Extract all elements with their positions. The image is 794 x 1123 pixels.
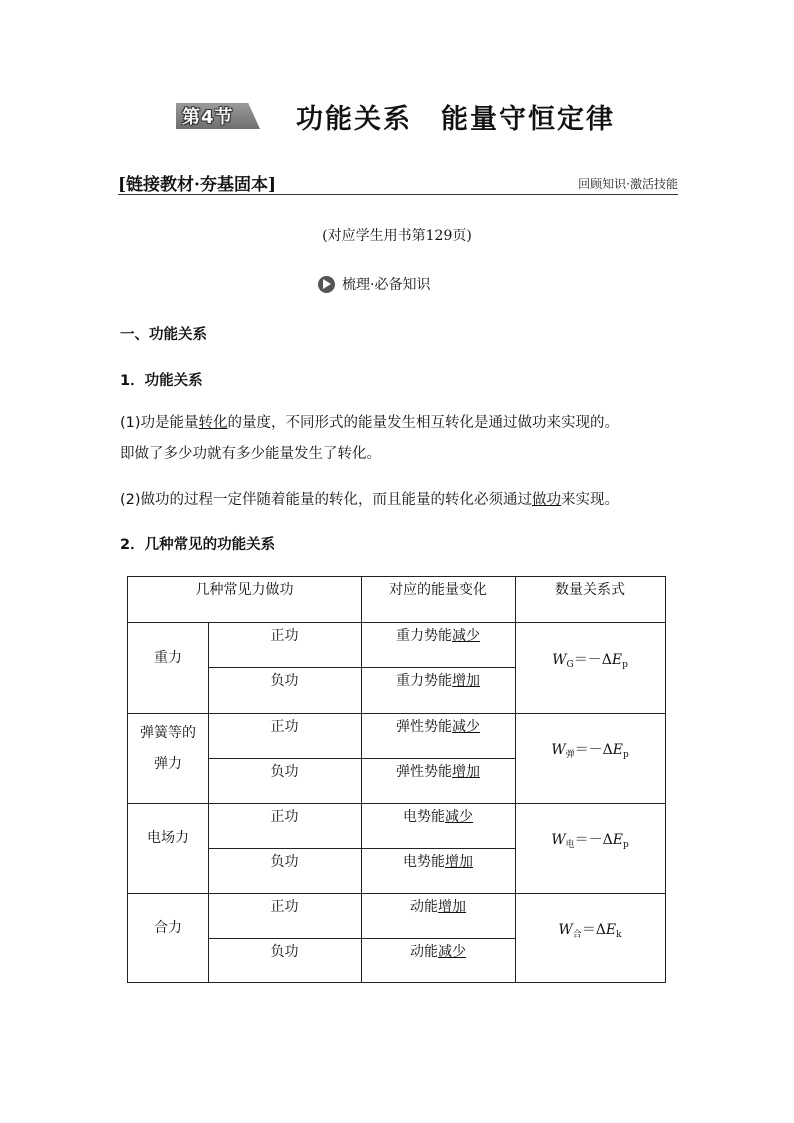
energy-change: 动能增加 — [410, 899, 466, 915]
positive-work: 正功 — [270, 719, 299, 735]
formula-spring: $W_弹=-\Delta E_p$ — [551, 742, 629, 760]
energy-change: 动能减少 — [410, 944, 466, 960]
paragraph-1: (1)功是能量转化的量度，不同形式的能量发生相互转化是通过做功来实现的。 — [120, 415, 620, 431]
energy-change: 弹性势能增加 — [396, 764, 480, 780]
formula-gravity: $W_G=-\Delta E_p$ — [552, 652, 628, 670]
play-icon — [318, 276, 335, 293]
section-number-badge — [176, 101, 262, 131]
energy-change: 弹性势能减少 — [396, 719, 480, 735]
energy-change: 重力势能增加 — [396, 673, 480, 689]
subheading — [318, 274, 430, 294]
formula-electric: $W_电=-\Delta E_p$ — [551, 832, 629, 850]
header-bar — [118, 170, 678, 195]
blank-answer: 做功 — [532, 492, 562, 508]
page-title: 功能关系 能量守恒定律 — [296, 103, 615, 135]
force-electric: 电场力 — [147, 830, 189, 846]
header-right-label: 回顾知识·激活技能 — [578, 177, 678, 191]
item-2-heading: 2．几种常见的功能关系 — [120, 537, 276, 553]
function-energy-table — [127, 576, 666, 983]
force-net: 合力 — [154, 920, 182, 936]
energy-change: 电势能增加 — [403, 854, 473, 870]
paragraph-2: (2)做功的过程一定伴随着能量的转化，而且能量的转化必须通过做功来实现。 — [120, 492, 620, 508]
blank-answer: 转化 — [198, 415, 228, 431]
negative-work: 负功 — [270, 854, 299, 870]
page-title-row — [176, 96, 615, 136]
positive-work: 正功 — [270, 899, 299, 915]
positive-work: 正功 — [270, 628, 299, 644]
negative-work: 负功 — [270, 764, 299, 780]
table-header-force: 几种常见力做功 — [195, 582, 294, 598]
table-header-relation: 数量关系式 — [555, 582, 625, 598]
paragraph-1-line-2: 即做了多少功就有多少能量发生了转化。 — [120, 446, 381, 462]
force-spring: 弹簧等的 — [140, 725, 196, 741]
force-spring-line-2: 弹力 — [154, 756, 182, 772]
item-1-heading: 1．功能关系 — [120, 373, 203, 389]
energy-change: 电势能减少 — [403, 809, 473, 825]
section-heading: 一、功能关系 — [120, 327, 207, 343]
section-number: 第4节 — [182, 107, 234, 128]
negative-work: 负功 — [270, 944, 299, 960]
formula-net: $W_合=\Delta E_k$ — [558, 922, 622, 940]
subheading-text: 梳理·必备知识 — [342, 277, 431, 293]
energy-change: 重力势能减少 — [396, 628, 480, 644]
force-gravity: 重力 — [154, 650, 182, 666]
page-reference: (对应学生用书第129页) — [322, 228, 472, 244]
table-header-energy-change: 对应的能量变化 — [389, 582, 487, 598]
negative-work: 负功 — [270, 673, 299, 689]
header-left-label: [链接教材·夯基固本] — [118, 175, 277, 195]
positive-work: 正功 — [270, 809, 299, 825]
